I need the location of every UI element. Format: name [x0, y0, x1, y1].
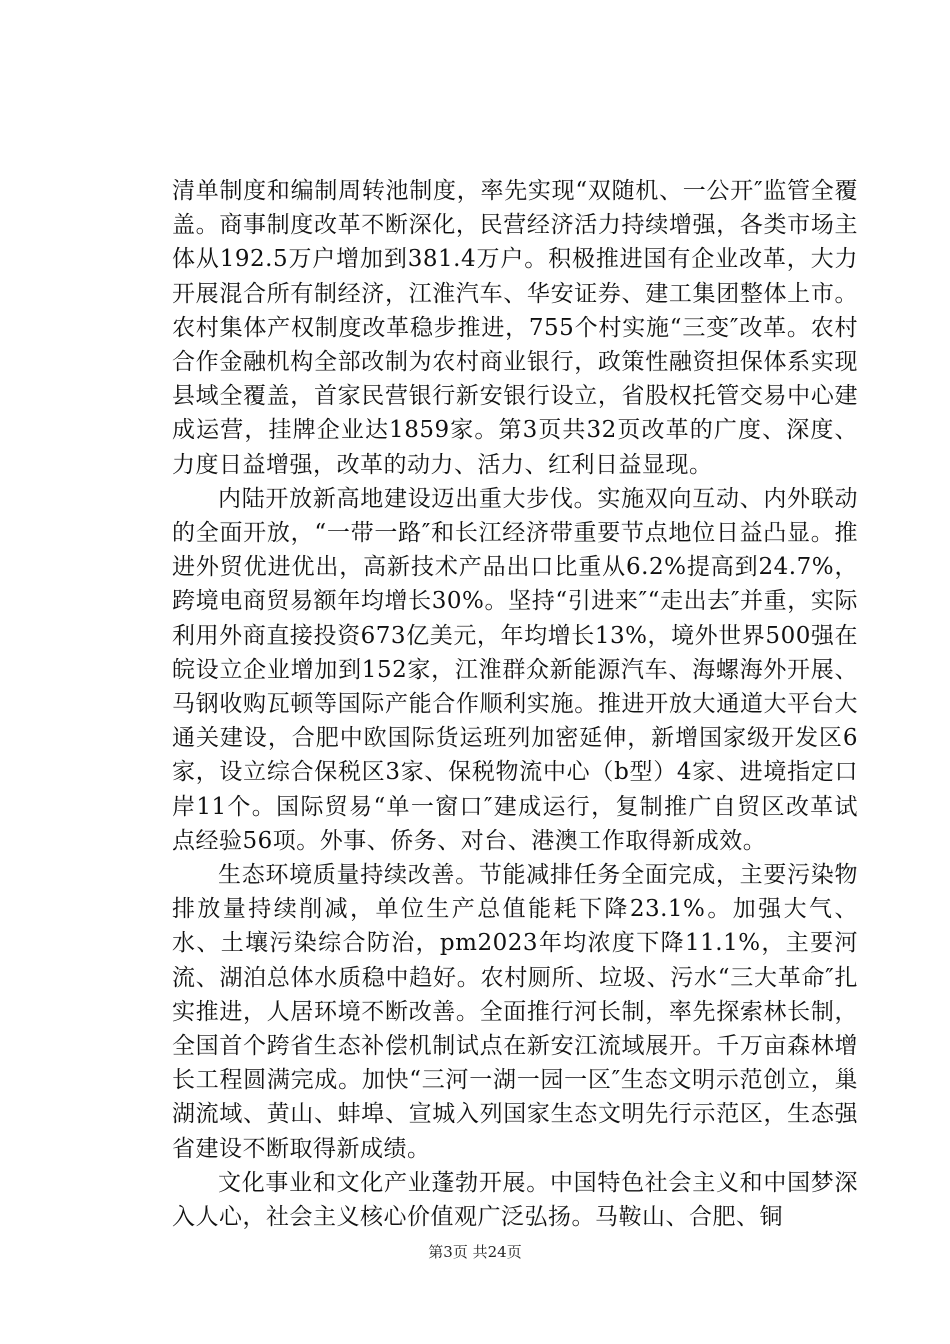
page-footer: 第3页 共24页 — [428, 1243, 522, 1261]
paragraph-opening-up: 内陆开放新高地建设迈出重大步伐。实施双向互动、内外联动的全面开放，“一带一路″和长江经济带重要节点地位日益凸显。推进外贸优进优出，高新技术产品出口比重从6.2%提高到24.7%，跨境电商贸易额年均增长30%。坚持“引进来″“走出去″并重，实际利用外商直接投资673亿美元，年均增长13%，境外世界500强在皖设立企业增加到152家，江淮群众新能源汽车、海螺海外开展、马钢收购瓦顿等国际产能合作顺利实施。推进开放大通道大平台大通关建设，合肥中欧国际货运班列加密延伸，新增国家级开发区6家，设立综合保税区3家、保税物流中心（b型）4家、进境指定口岸11个。国际贸易“单一窗口″建成运行，复制推广自贸区改革试点经验56项。外事、侨务、对台、港澳工作取得新成效。 — [172, 485, 858, 854]
paragraph-reform-continued: 清单制度和编制周转池制度，率先实现“双随机、一公开″监管全覆盖。商事制度改革不断深化，民营经济活力持续增强，各类市场主体从192.5万户增加到381.4万户。积极推进国有企业改革，大力开展混合所有制经济，江淮汽车、华安证券、建工集团整体上市。农村集体产权制度改革稳步推进，755个村实施“三变″改革。农村合作金融机构全部改制为农村商业银行，政策性融资担保体系实现县域全覆盖，首家民营银行新安银行设立，省股权托管交易中心建成运营，挂牌企业达1859家。第3页共32页改革的广度、深度、力度日益增强，改革的动力、活力、红利日益显现。 — [172, 178, 858, 478]
paragraph-ecology: 生态环境质量持续改善。节能减排任务全面完成，主要污染物排放量持续削减，单位生产总值能耗下降23.1%。加强大气、水、土壤污染综合防治，pm2023年均浓度下降11.1%，主要河流、湖泊总体水质稳中趋好。农村厕所、垃圾、污水“三大革命″扎实推进，人居环境不断改善。全面推行河长制，率先探索林长制，全国首个跨省生态补偿机制试点在新安江流域展开。千万亩森林增长工程圆满完成。加快“三河一湖一园一区″生态文明示范创立，巢湖流域、黄山、蚌埠、宣城入列国家生态文明先行示范区，生态强省建设不断取得新成绩。 — [172, 862, 858, 1162]
paragraph-culture: 文化事业和文化产业蓬勃开展。中国特色社会主义和中国梦深入人心，社会主义核心价值观广泛弘扬。马鞍山、合肥、铜 — [172, 1169, 858, 1231]
body-text — [172, 174, 858, 1234]
